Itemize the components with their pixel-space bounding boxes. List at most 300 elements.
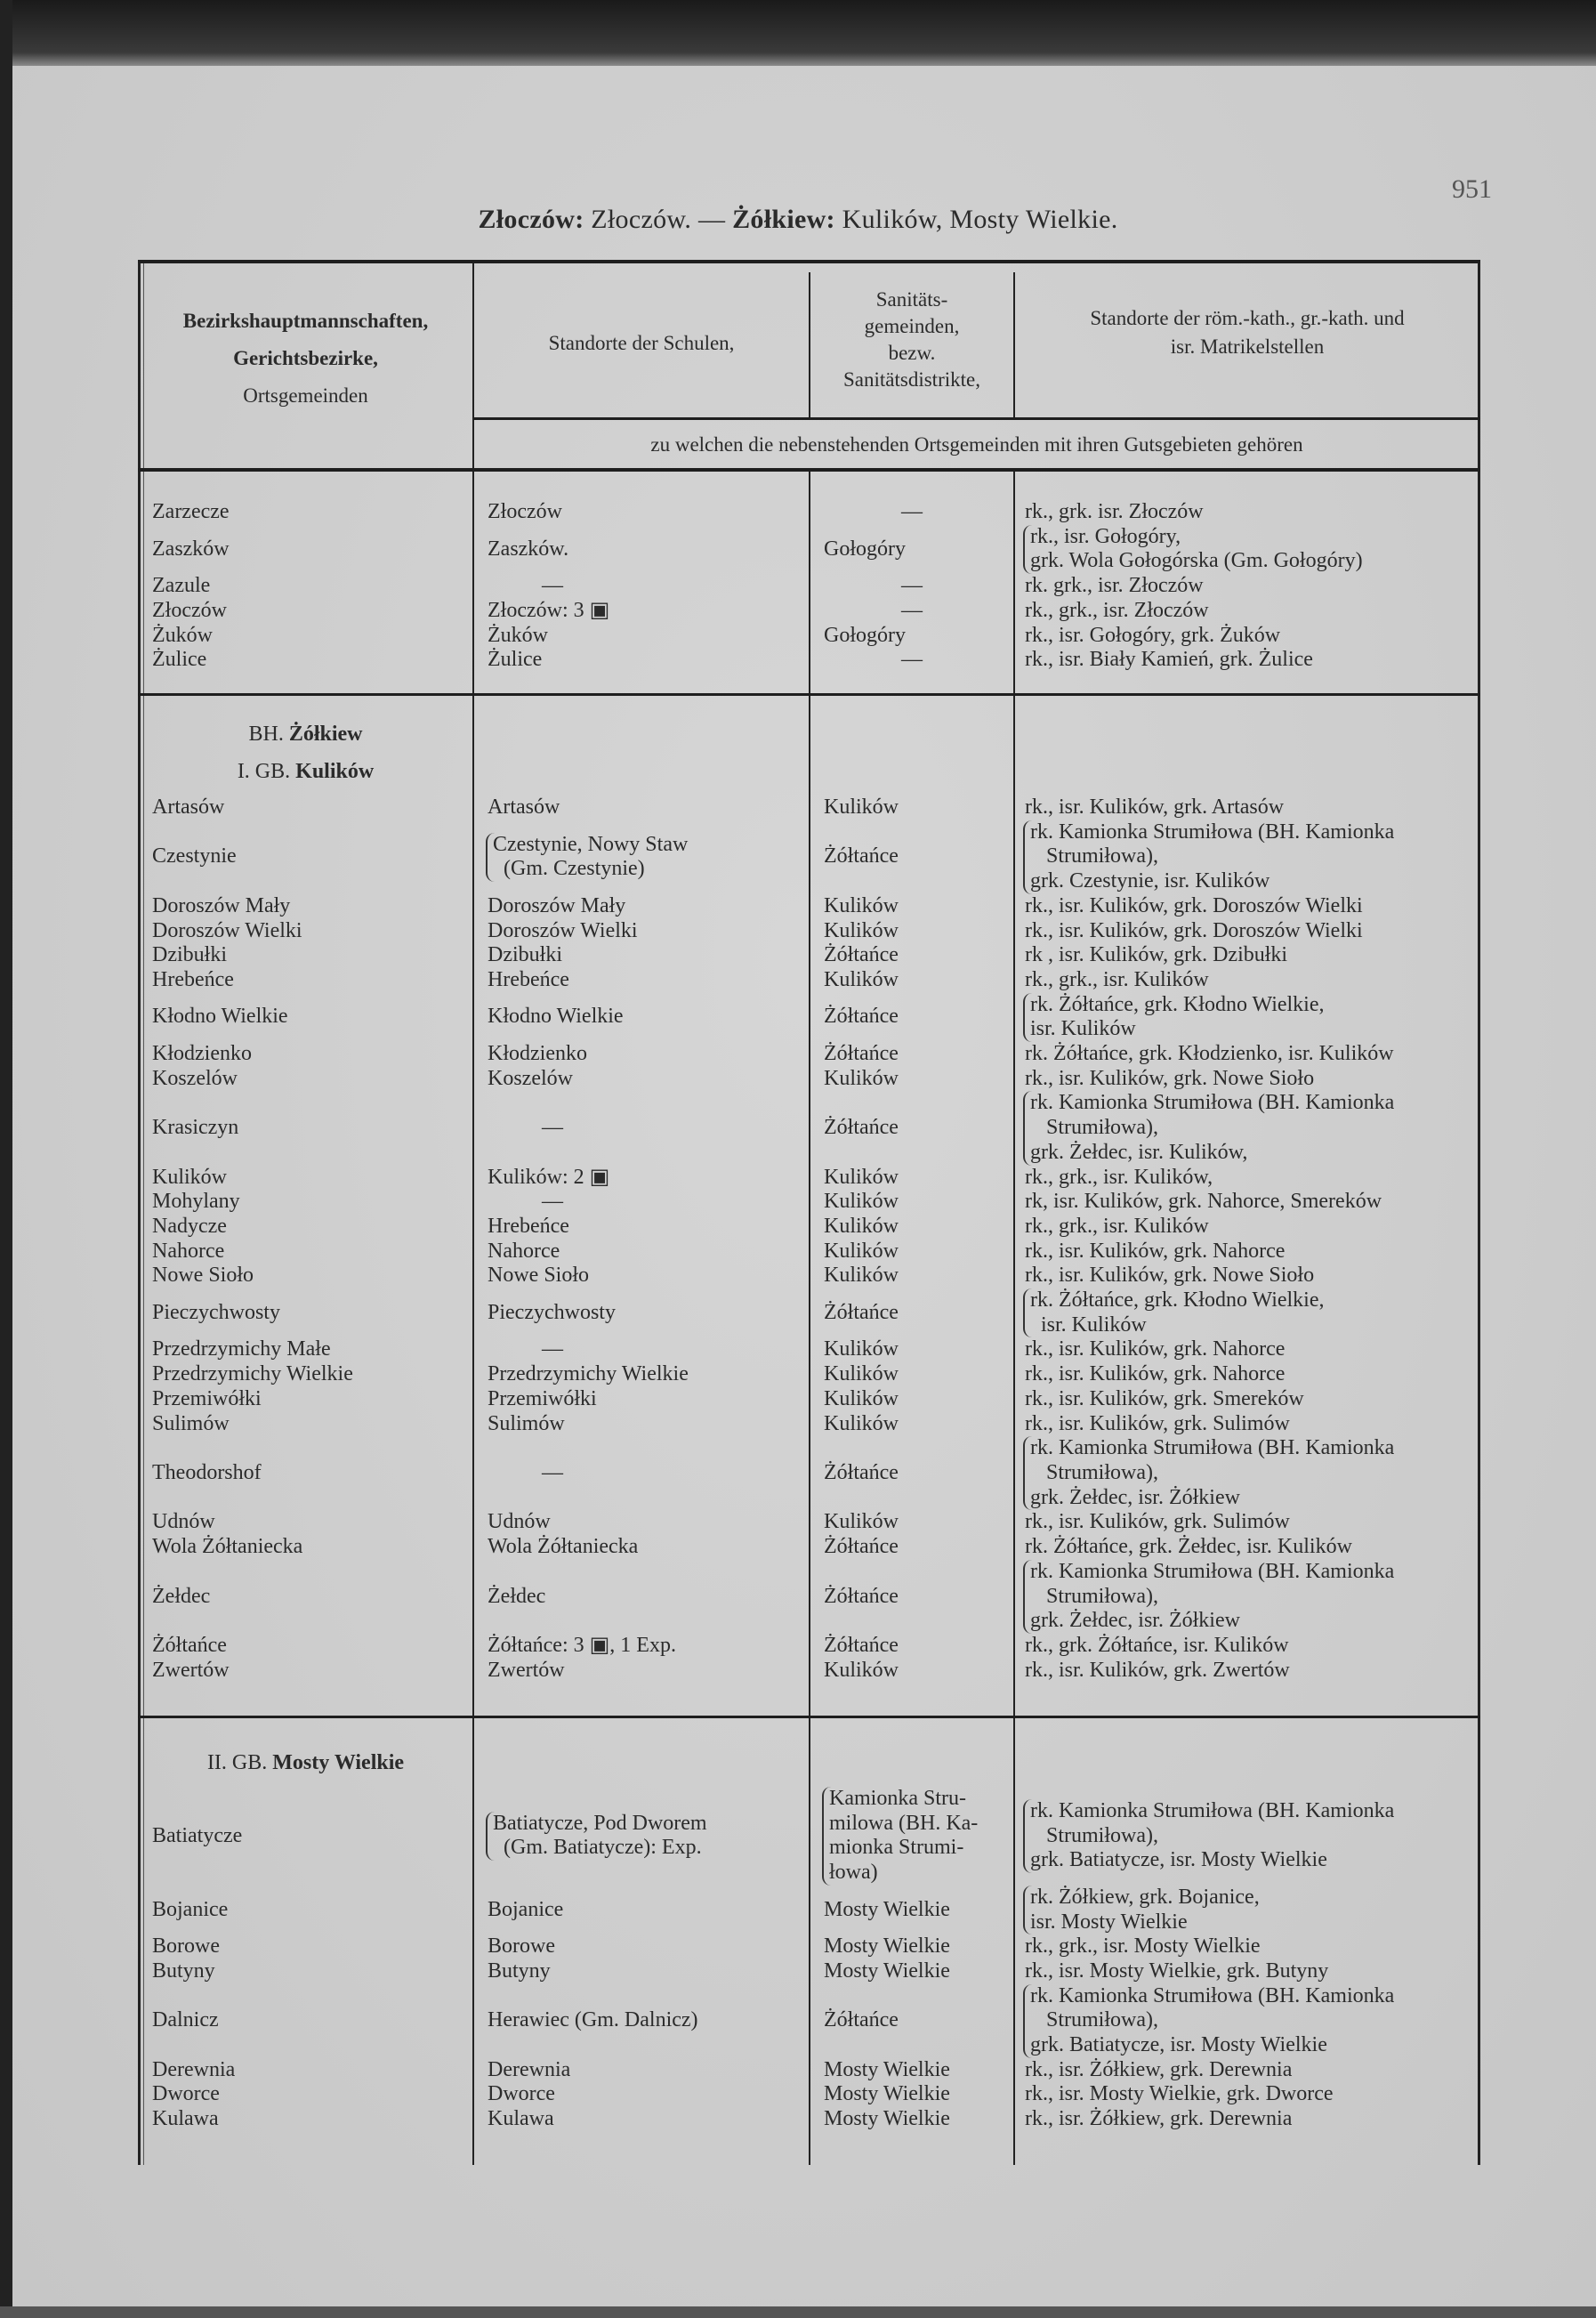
municipality-cell: [138, 574, 473, 599]
register-text: [1025, 1264, 1480, 1288]
table-row: [138, 1091, 1480, 1165]
register-text: [1025, 648, 1480, 673]
cell-line: grk. Żełdec, isr. Kulików,: [1030, 1140, 1248, 1164]
municipality-cell: [138, 599, 473, 624]
cell-line: rk., grk. isr. Złoczów: [1025, 500, 1204, 523]
register-cell: [1014, 574, 1480, 599]
section-heading: [138, 753, 459, 790]
register-text: [1025, 1387, 1480, 1412]
table-row: [138, 1535, 1480, 1560]
table-row: [138, 574, 1480, 599]
school-cell: [473, 1934, 810, 1959]
sanitary-district-text: [824, 796, 1014, 820]
municipality-text: [152, 1412, 473, 1437]
school-cell: [473, 2082, 810, 2107]
table-row: [138, 1288, 1480, 1337]
sanitary-district-cell: [810, 648, 1014, 673]
sanitary-district-text: [810, 648, 1014, 673]
cell-line: Doroszów Wielki: [152, 918, 302, 942]
school-text: [488, 1042, 810, 1067]
table-row: [138, 1659, 1480, 1684]
cell-line: Gołogóry: [824, 623, 906, 647]
register-cell: [1014, 2082, 1480, 2107]
cell-line: (Gm. Czestynie): [493, 857, 645, 881]
municipality-cell: [138, 796, 473, 820]
municipality-text: [152, 648, 473, 673]
sanitary-district-text: [824, 894, 1014, 919]
cell-line: Kulików: [824, 1337, 899, 1361]
school-text: [488, 1959, 810, 1984]
municipality-text: [152, 1240, 473, 1264]
table-row: [138, 1337, 1480, 1362]
cell-line: isr. Kulików: [1030, 1312, 1147, 1337]
sanitary-district-cell: [810, 599, 1014, 624]
group-kulikow: [138, 715, 1480, 1683]
cell-line: Mosty Wielkie: [824, 1897, 950, 1921]
sanitary-district-text: [810, 599, 1014, 624]
header-col3-line: Sanitätsdistrikte,: [843, 368, 980, 391]
sanitary-district-cell: [810, 2107, 1014, 2132]
table-row: [138, 1215, 1480, 1240]
cell-line: rk. Żółtańce, grk. Kłodzienko, isr. Kulików: [1025, 1042, 1394, 1066]
sanitary-district-cell: [810, 1215, 1014, 1240]
cell-line: Kulików: 2 ▣: [488, 1165, 610, 1189]
cell-line: —: [542, 1116, 563, 1140]
municipality-cell: [138, 1461, 473, 1486]
school-cell: [473, 894, 810, 919]
municipality-cell: [138, 2082, 473, 2107]
table-row: [138, 919, 1480, 944]
sanitary-district-text: [824, 2107, 1014, 2132]
cell-line: Zaszków.: [488, 537, 569, 561]
register-cell: [1014, 624, 1480, 649]
school-text: [488, 1005, 810, 1030]
cell-line: rk. Żółtańce, grk. Kłodno Wielkie,: [1030, 992, 1325, 1016]
cell-line: rk., isr. Kulików, grk. Nahorce: [1025, 1239, 1286, 1263]
school-text: [488, 2082, 810, 2107]
section-rule-1: [138, 693, 1480, 696]
sanitary-district-cell: [810, 2008, 1014, 2033]
cell-line: grk. Wola Gołogórska (Gm. Gołogóry): [1030, 549, 1363, 573]
municipality-text: [152, 2058, 473, 2083]
cell-line: Wola Żółtaniecka: [488, 1535, 639, 1559]
cell-line: Dalnicz: [152, 2008, 219, 2032]
title-courts-2: Kulików, Mosty Wielkie.: [834, 205, 1118, 234]
header-col1-line: Ortsgemeinden: [243, 384, 368, 407]
cell-line: —: [542, 574, 563, 598]
cell-line: Zazule: [152, 574, 211, 598]
sanitary-district-text: [824, 1264, 1014, 1288]
register-text: [1025, 2058, 1480, 2083]
municipality-text: [152, 1215, 473, 1240]
cell-line: Mosty Wielkie: [824, 2107, 950, 2131]
register-text: [1023, 1984, 1480, 2058]
municipality-text: [152, 844, 473, 869]
sanitary-district-text: [824, 1337, 1014, 1362]
cell-line: rk., grk., isr. Kulików: [1025, 1214, 1209, 1238]
municipality-cell: [138, 500, 473, 525]
cell-line: Dzibułki: [152, 943, 227, 967]
cell-line: milowa (BH. Ka-: [829, 1811, 979, 1835]
cell-line: Hrebeńce: [488, 1214, 569, 1238]
sanitary-district-cell: [810, 1116, 1014, 1141]
cell-line: Żółtańce: [824, 943, 899, 967]
municipality-cell: [138, 2058, 473, 2083]
sanitary-district-cell: [810, 500, 1014, 525]
municipality-text: [152, 1337, 473, 1362]
cell-line: —: [542, 1190, 563, 1214]
sanitary-district-text: [824, 1461, 1014, 1486]
register-cell: [1014, 1959, 1480, 1984]
municipality-text: [152, 574, 473, 599]
register-text: [1025, 1362, 1480, 1387]
municipality-text: [152, 500, 473, 525]
cell-line: Kulików: [824, 1190, 899, 1214]
cell-line: —: [901, 648, 923, 672]
register-cell: [1014, 993, 1480, 1042]
cell-line: Żółtańce: [824, 1584, 899, 1608]
table-row: [138, 525, 1480, 574]
school-text: [488, 894, 810, 919]
municipality-cell: [138, 624, 473, 649]
cell-line: isr. Kulików: [1030, 1017, 1136, 1041]
sanitary-district-cell: [810, 1412, 1014, 1437]
school-cell: [473, 1337, 810, 1362]
municipality-cell: [138, 1387, 473, 1412]
cell-line: Żółtańce: [824, 1633, 899, 1657]
register-cell: [1014, 1634, 1480, 1659]
school-cell: [473, 1005, 810, 1030]
cell-line: rk., isr. Kulików, grk. Doroszów Wielki: [1025, 918, 1363, 942]
table-row: [138, 624, 1480, 649]
header-col3-line: Sanitäts-: [875, 288, 948, 311]
school-text: [488, 1535, 810, 1560]
school-text: [488, 537, 810, 562]
header-col4-line: Standorte der röm.-kath., gr.-kath. und: [1090, 307, 1405, 329]
school-cell: [473, 833, 810, 882]
cell-line: rk., isr. Biały Kamień, grk. Żulice: [1025, 648, 1313, 672]
cell-line: Kulików: [824, 967, 899, 991]
cell-line: Przedrzymichy Wielkie: [488, 1362, 689, 1386]
municipality-text: [152, 1510, 473, 1535]
cell-line: Mohylany: [152, 1190, 240, 1214]
cell-line: Mosty Wielkie: [824, 2082, 950, 2106]
cell-line: rk. Kamionka Strumiłowa (BH. Kamionka: [1030, 1983, 1395, 2007]
cell-line: mionka Strumi-: [829, 1836, 964, 1860]
municipality-cell: [138, 2107, 473, 2132]
municipality-text: [152, 1824, 473, 1849]
register-cell: [1014, 648, 1480, 673]
sanitary-district-text: [824, 1585, 1014, 1610]
table-row: [138, 2058, 1480, 2083]
cell-line: rk., isr. Kulików, grk. Nowe Sioło: [1025, 1066, 1315, 1090]
sanitary-district-cell: [810, 968, 1014, 993]
section-heading-name: Mosty Wielkie: [272, 1751, 405, 1774]
municipality-text: [152, 537, 473, 562]
register-text: [1025, 1934, 1480, 1959]
table-row: [138, 1387, 1480, 1412]
municipality-text: [152, 1301, 473, 1326]
sanitary-district-text: [824, 1387, 1014, 1412]
municipality-text: [152, 894, 473, 919]
cell-line: Dworce: [488, 2082, 555, 2106]
cell-line: Żółtańce: [824, 1042, 899, 1066]
cell-line: Kulików: [152, 1165, 227, 1189]
cell-line: rk., isr. Kulików, grk. Zwertów: [1025, 1658, 1290, 1682]
scan-bottom-edge: [0, 2306, 1596, 2318]
municipality-text: [152, 2082, 473, 2107]
municipality-cell: [138, 1042, 473, 1067]
table-row: [138, 796, 1480, 820]
municipality-text: [152, 1042, 473, 1067]
municipality-cell: [138, 1959, 473, 1984]
school-text: [486, 1812, 810, 1861]
cell-line: Czestynie, Nowy Staw: [493, 832, 689, 856]
register-text: [1025, 1412, 1480, 1437]
sanitary-district-text: [824, 1005, 1014, 1030]
register-text: [1025, 2107, 1480, 2132]
cell-line: —: [901, 598, 923, 622]
table-row: [138, 1984, 1480, 2058]
cell-line: Przemiwółki: [488, 1386, 597, 1410]
table-top-rule: [138, 260, 1480, 263]
sanitary-district-cell: [810, 1959, 1014, 1984]
municipality-cell: [138, 919, 473, 944]
sanitary-district-cell: [810, 1337, 1014, 1362]
municipality-cell: [138, 1190, 473, 1215]
cell-line: —: [901, 500, 923, 523]
cell-line: Przedrzymichy Małe: [152, 1337, 331, 1361]
cell-line: Żółtańce: [152, 1633, 227, 1657]
cell-line: Kulików: [824, 1066, 899, 1090]
cell-line: rk., grk., isr. Złoczów: [1025, 598, 1209, 622]
register-cell: [1014, 1042, 1480, 1067]
municipality-cell: [138, 968, 473, 993]
school-text: [488, 1240, 810, 1264]
cell-line: Udnów: [152, 1510, 215, 1534]
school-text: [488, 1510, 810, 1535]
sanitary-district-text: [824, 919, 1014, 944]
register-cell: [1014, 500, 1480, 525]
municipality-cell: [138, 1264, 473, 1288]
sanitary-district-cell: [810, 2082, 1014, 2107]
register-text: [1025, 1067, 1480, 1092]
register-text: [1023, 820, 1480, 894]
cell-line: Kamionka Stru-: [829, 1787, 966, 1810]
school-cell: [473, 1634, 810, 1659]
sanitary-district-text: [810, 500, 1014, 525]
school-text: [473, 1461, 632, 1486]
cell-line: —: [542, 1337, 563, 1361]
header-col3-line: bezw.: [888, 342, 936, 364]
register-text: [1025, 943, 1480, 968]
table-row: [138, 993, 1480, 1042]
cell-line: Kulików: [824, 1239, 899, 1263]
register-cell: [1014, 1288, 1480, 1337]
cell-line: Nahorce: [152, 1239, 225, 1263]
school-cell: [473, 537, 810, 562]
cell-line: Wola Żółtaniecka: [152, 1535, 303, 1559]
municipality-text: [152, 1362, 473, 1387]
cell-line: Strumiłowa),: [1030, 844, 1158, 868]
school-text: [488, 796, 810, 820]
sanitary-district-cell: [810, 1387, 1014, 1412]
sanitary-district-cell: [810, 1042, 1014, 1067]
municipality-cell: [138, 1824, 473, 1849]
register-cell: [1014, 943, 1480, 968]
municipality-cell: [138, 894, 473, 919]
municipality-text: [152, 624, 473, 649]
section-heading: [138, 1744, 459, 1781]
cell-line: Kulików: [824, 1386, 899, 1410]
header-col3-line: gemeinden,: [864, 315, 960, 337]
cell-line: Hrebeńce: [152, 967, 234, 991]
cell-line: Doroszów Wielki: [488, 918, 638, 942]
school-text: [488, 1215, 810, 1240]
register-cell: [1014, 1387, 1480, 1412]
cell-line: Żełdec: [488, 1584, 546, 1608]
header-col4-line: isr. Matrikelstellen: [1170, 335, 1325, 358]
table-row: [138, 1959, 1480, 1984]
register-cell: [1014, 1984, 1480, 2058]
cell-line: rk. Żółkiew, grk. Bojanice,: [1030, 1885, 1260, 1909]
register-cell: [1014, 1362, 1480, 1387]
cell-line: Żuków: [488, 623, 548, 647]
cell-line: rk., isr. Żółkiew, grk. Derewnia: [1025, 2057, 1293, 2081]
section-heading-name: Kulików: [295, 760, 375, 783]
cell-line: rk., grk., isr. Kulików,: [1025, 1165, 1213, 1189]
cell-line: Kulawa: [488, 2107, 554, 2131]
cell-line: Nowe Sioło: [488, 1264, 589, 1288]
cell-line: Żółtańce: [824, 844, 899, 868]
cell-line: Czestynie: [152, 844, 237, 868]
municipality-cell: [138, 1005, 473, 1030]
municipality-cell: [138, 1659, 473, 1684]
cell-line: rk. Kamionka Strumiłowa (BH. Kamionka: [1030, 1436, 1395, 1460]
school-cell: [473, 943, 810, 968]
municipality-cell: [138, 2008, 473, 2033]
cell-line: Batiatycze: [152, 1823, 243, 1847]
school-text: [488, 919, 810, 944]
register-text: [1025, 796, 1480, 820]
sanitary-district-text: [824, 1215, 1014, 1240]
register-text: [1025, 1166, 1480, 1191]
sanitary-district-text: [810, 574, 1014, 599]
school-text: [473, 1116, 632, 1141]
register-text: [1023, 1560, 1480, 1634]
cell-line: rk., grk. Żółtańce, isr. Kulików: [1025, 1633, 1289, 1657]
register-cell: [1014, 1436, 1480, 1510]
school-text: [488, 599, 810, 624]
sanitary-district-cell: [810, 1634, 1014, 1659]
municipality-cell: [138, 1301, 473, 1326]
cell-line: rk. grk., isr. Złoczów: [1025, 574, 1204, 598]
register-cell: [1014, 894, 1480, 919]
register-text: [1025, 1042, 1480, 1067]
sanitary-district-cell: [810, 1362, 1014, 1387]
municipality-cell: [138, 1898, 473, 1923]
section-heading-prefix: II. GB.: [206, 1751, 273, 1774]
sanitary-district-text: [824, 1535, 1014, 1560]
register-text: [1025, 574, 1480, 599]
municipality-cell: [138, 1215, 473, 1240]
cell-line: rk , isr. Kulików, grk. Dzibułki: [1025, 943, 1288, 967]
cell-line: Butyny: [488, 1959, 551, 1983]
municipality-text: [152, 1166, 473, 1191]
table-row: [138, 894, 1480, 919]
sanitary-district-text: [824, 943, 1014, 968]
cell-line: Bojanice: [152, 1897, 229, 1921]
school-text: [488, 648, 810, 673]
school-cell: [473, 500, 810, 525]
school-text: [488, 1659, 810, 1684]
school-cell: [473, 1215, 810, 1240]
register-cell: [1014, 1535, 1480, 1560]
municipality-text: [152, 1585, 473, 1610]
cell-line: Strumiłowa),: [1030, 2008, 1158, 2032]
table-row: [138, 1264, 1480, 1288]
school-cell: [473, 1387, 810, 1412]
cell-line: —: [542, 1460, 563, 1484]
title-court-1: Złoczów. —: [584, 205, 733, 234]
cell-line: Kulików: [824, 1214, 899, 1238]
sanitary-district-cell: [810, 1190, 1014, 1215]
cell-line: Koszelów: [152, 1066, 238, 1090]
school-cell: [473, 1959, 810, 1984]
sanitary-district-text: [824, 537, 1014, 562]
cell-line: rk. Kamionka Strumiłowa (BH. Kamionka: [1030, 1559, 1395, 1583]
cell-line: Kulawa: [152, 2107, 219, 2131]
cell-line: grk. Czestynie, isr. Kulików: [1030, 869, 1270, 893]
cell-line: Zwertów: [152, 1658, 230, 1682]
school-text: [488, 2008, 810, 2033]
school-cell: [473, 1240, 810, 1264]
sanitary-district-cell: [810, 1166, 1014, 1191]
sanitary-district-cell: [810, 1934, 1014, 1959]
cell-line: Derewnia: [152, 2057, 236, 2081]
sanitary-district-cell: [810, 537, 1014, 562]
cell-line: Kulików: [824, 1510, 899, 1534]
sanitary-district-cell: [810, 1264, 1014, 1288]
sanitary-district-cell: [810, 919, 1014, 944]
cell-line: Kłodzienko: [488, 1042, 587, 1066]
municipality-text: [152, 599, 473, 624]
municipality-text: [152, 919, 473, 944]
register-cell: [1014, 2107, 1480, 2132]
register-text: [1025, 1959, 1480, 1984]
table-row: [138, 1067, 1480, 1092]
cell-line: Doroszów Mały: [152, 893, 291, 917]
cell-line: Kłodno Wielkie: [152, 1005, 288, 1029]
register-text: [1023, 993, 1480, 1042]
municipality-text: [152, 796, 473, 820]
sanitary-district-cell: [810, 1005, 1014, 1030]
cell-line: Kłodzienko: [152, 1042, 252, 1066]
register-cell: [1014, 820, 1480, 894]
sanitary-district-cell: [810, 1240, 1014, 1264]
header-col-schools: Standorte der Schulen,: [548, 332, 735, 354]
school-text: [488, 1934, 810, 1959]
sanitary-district-cell: [810, 624, 1014, 649]
cell-line: grk. Żełdec, isr. Żółkiew: [1030, 1609, 1240, 1633]
municipality-text: [152, 1461, 473, 1486]
cell-line: Kulików: [824, 1411, 899, 1435]
cell-line: Żełdec: [152, 1584, 211, 1608]
sanitary-district-text: [824, 2058, 1014, 2083]
cell-line: rk., isr. Kulików, grk. Nowe Sioło: [1025, 1264, 1315, 1288]
school-text: [488, 1166, 810, 1191]
sanitary-district-cell: [810, 2058, 1014, 2083]
